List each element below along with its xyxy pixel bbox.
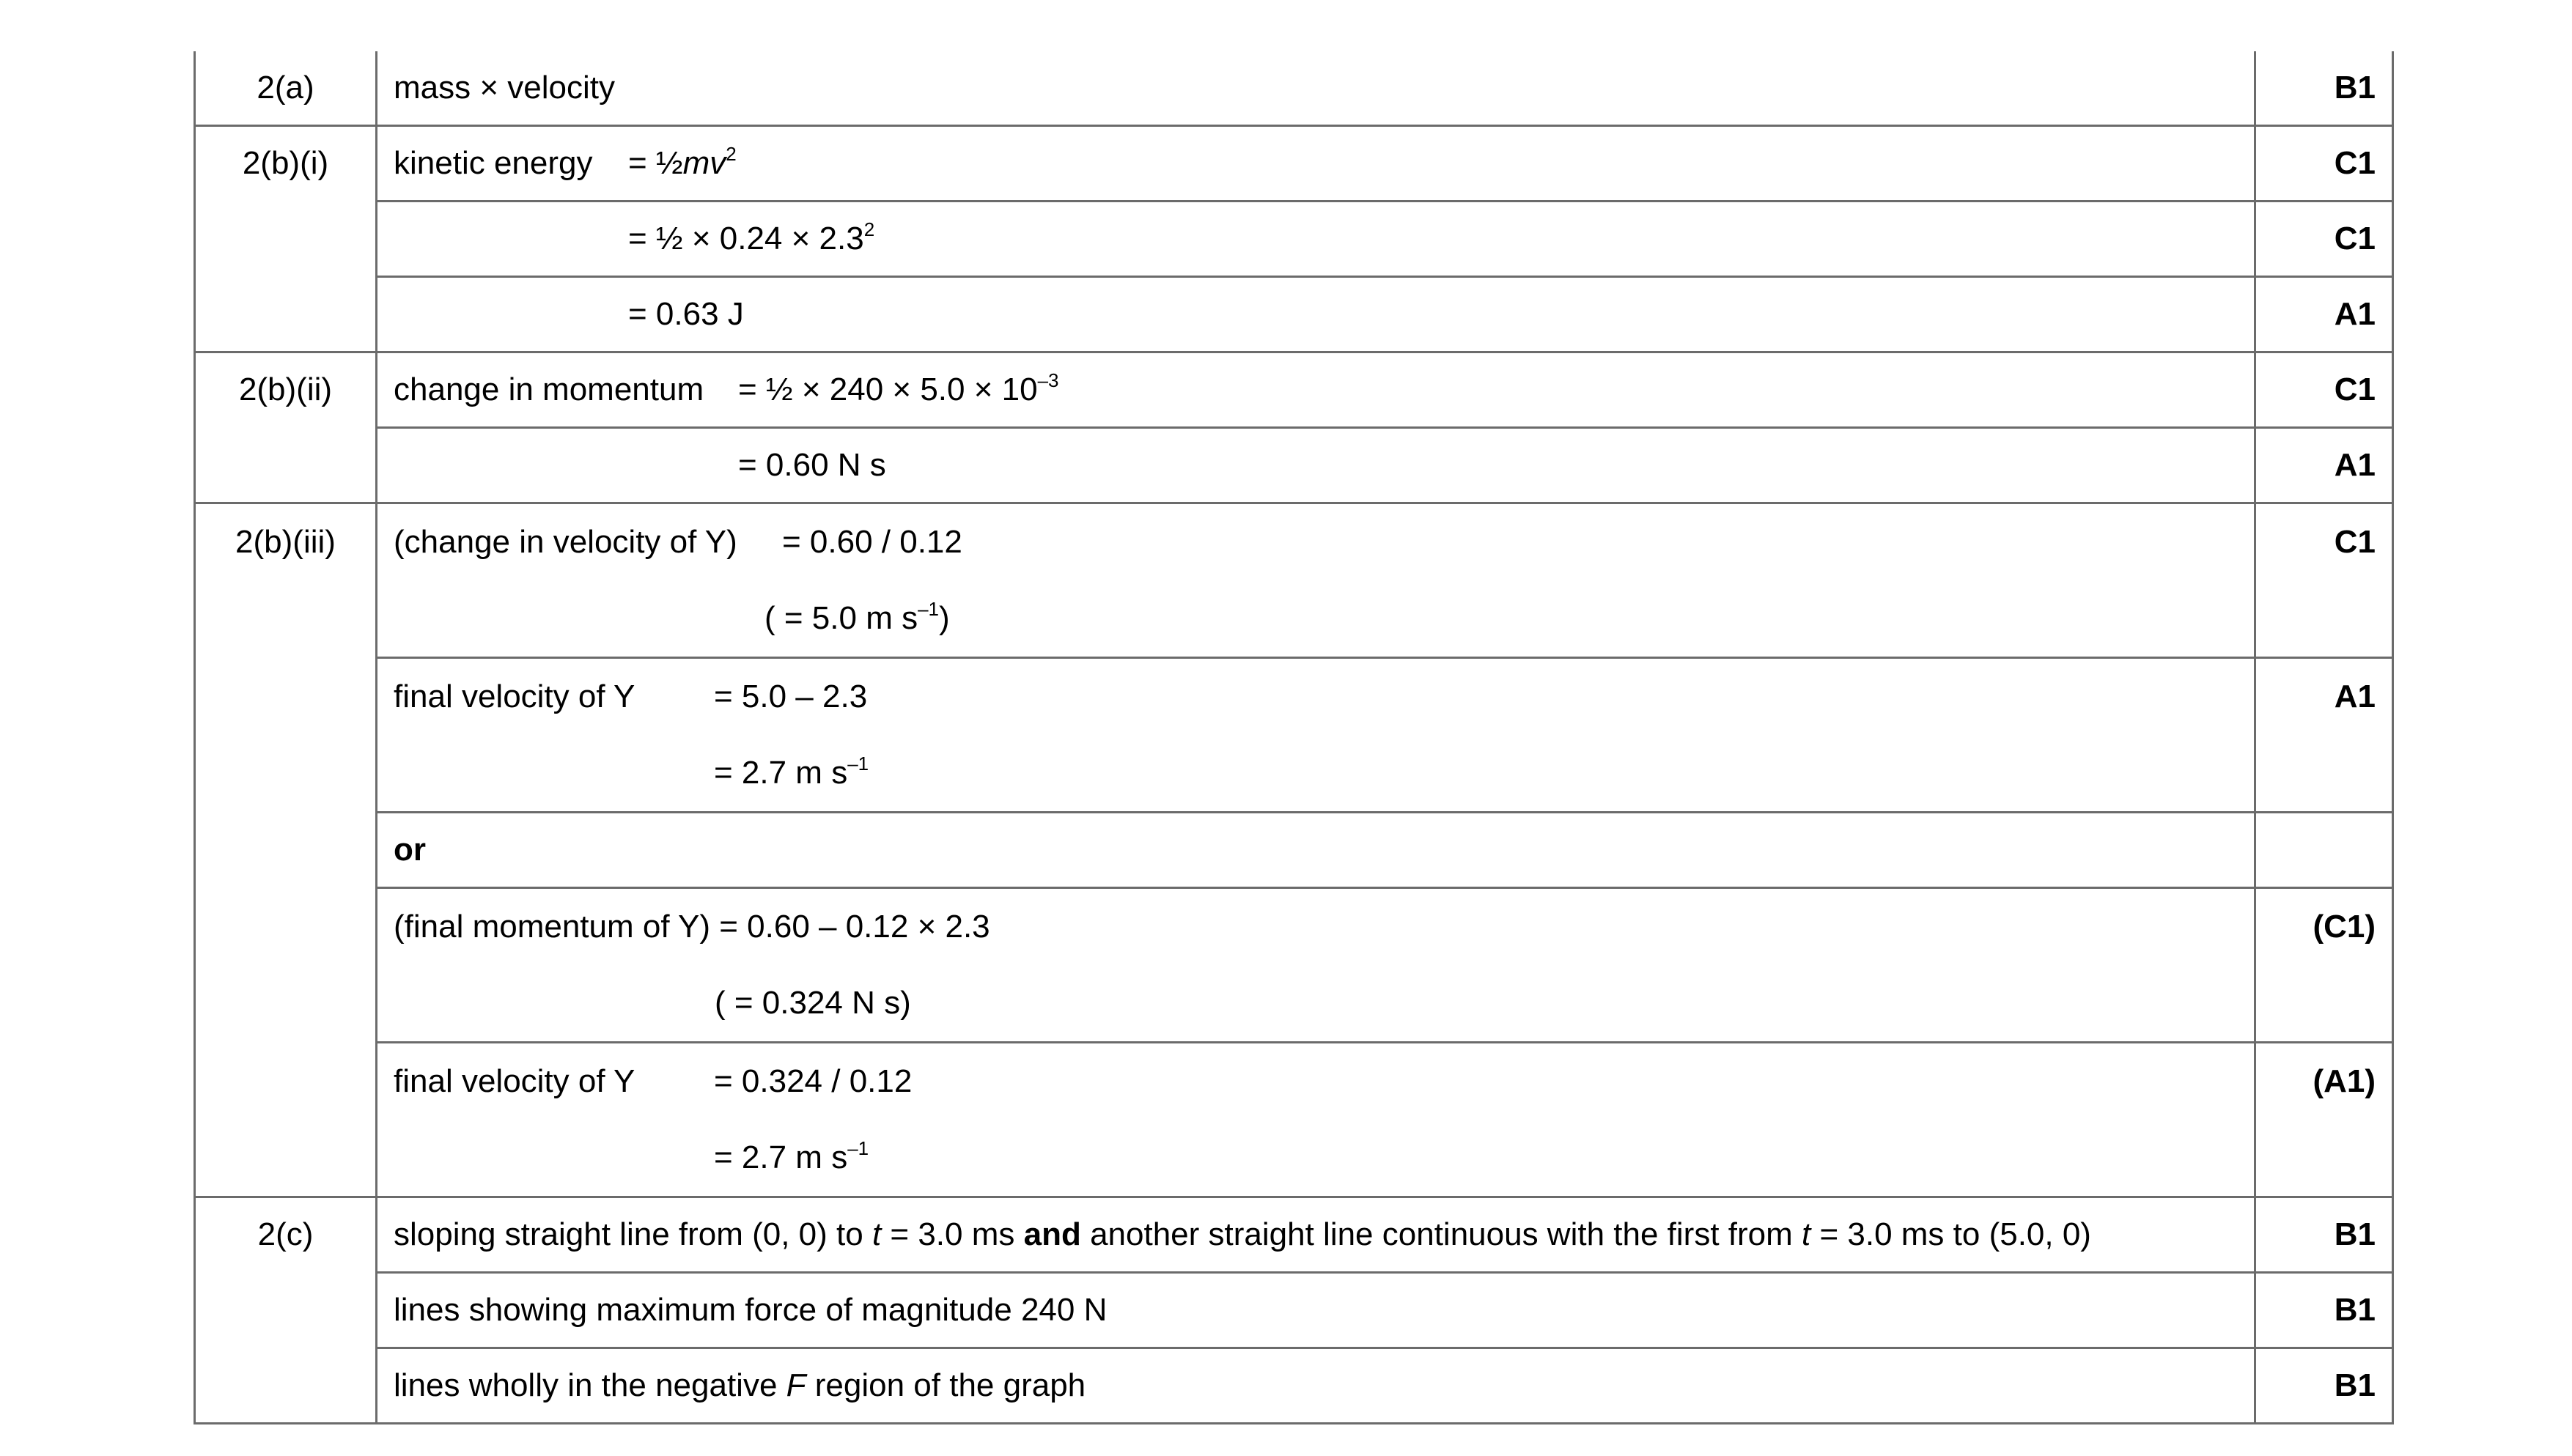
- mark-cell: C1: [2255, 352, 2393, 428]
- question-number: 2(c): [195, 1197, 377, 1424]
- answer-cell: = 0.63 J: [377, 277, 2255, 352]
- table-row: [195, 428, 2393, 503]
- table-row: [195, 888, 2393, 1043]
- table-row: [195, 1197, 2393, 1273]
- question-number: 2(b)(ii): [195, 352, 377, 503]
- mark-cell: B1: [2255, 1273, 2393, 1348]
- question-number: 2(b)(iii): [195, 503, 377, 1197]
- mark-cell: (A1): [2255, 1043, 2393, 1197]
- table-row: [195, 1348, 2393, 1424]
- mark-cell: A1: [2255, 277, 2393, 352]
- table-row: [195, 51, 2393, 126]
- table-row: [195, 202, 2393, 277]
- table-row: [195, 126, 2393, 202]
- question-number: 2(b)(i): [195, 126, 377, 352]
- mark-cell: [2255, 813, 2393, 888]
- answer-cell: mass × velocity: [377, 51, 2255, 126]
- table-row: [195, 352, 2393, 428]
- mark-cell: C1: [2255, 126, 2393, 202]
- mark-cell: A1: [2255, 658, 2393, 813]
- answer-cell: kinetic energy = $\frac{1}{2}mv^2$: [377, 126, 2255, 202]
- answer-cell: change in momentum = ½ × $240 \times 5.0 \times 10^{-3}$: [377, 352, 2255, 428]
- mark-cell: C1: [2255, 503, 2393, 658]
- mark-cell: B1: [2255, 51, 2393, 126]
- table-row: [195, 503, 2393, 658]
- table-row: [195, 1273, 2393, 1348]
- answer-cell: = ½ × $0.24 \times 2.3^2$: [377, 202, 2255, 277]
- question-number: 2(a): [195, 51, 377, 126]
- answer-cell: or: [377, 813, 2255, 888]
- table-row: [195, 277, 2393, 352]
- table-row: [195, 813, 2393, 888]
- answer-cell: final velocity of Y = 0.324 / 0.12 = 2.7 m $s^{-1}$: [377, 1043, 2255, 1197]
- mark-cell: B1: [2255, 1197, 2393, 1273]
- table-row: [195, 658, 2393, 813]
- mark-cell: B1: [2255, 1348, 2393, 1424]
- mark-cell: A1: [2255, 428, 2393, 503]
- answer-cell: final velocity of Y = 5.0 – 2.3 = 2.7 m $s^{-1}$: [377, 658, 2255, 813]
- mark-cell: (C1): [2255, 888, 2393, 1043]
- mark-cell: C1: [2255, 202, 2393, 277]
- answer-cell: = 0.60 N s: [377, 428, 2255, 503]
- answer-cell: (change in velocity of Y) = 0.60 / 0.12 ( = 5.0 m $s^{-1}$): [377, 503, 2255, 658]
- table-row: [195, 1043, 2393, 1197]
- answer-cell: lines showing maximum force of magnitude 240 N: [377, 1273, 2255, 1348]
- mark-scheme-table: [194, 51, 2394, 1424]
- answer-cell: lines wholly in the negative F region of the graph: [377, 1348, 2255, 1424]
- answer-cell: sloping straight line from (0, 0) to t = 3.0 ms and another straight line continuous with the first from t = 3.0 ms to (5.0, 0): [377, 1197, 2255, 1273]
- answer-cell: (final momentum of Y) = 0.60 – 0.12 × 2.3 ( = 0.324 N s): [377, 888, 2255, 1043]
